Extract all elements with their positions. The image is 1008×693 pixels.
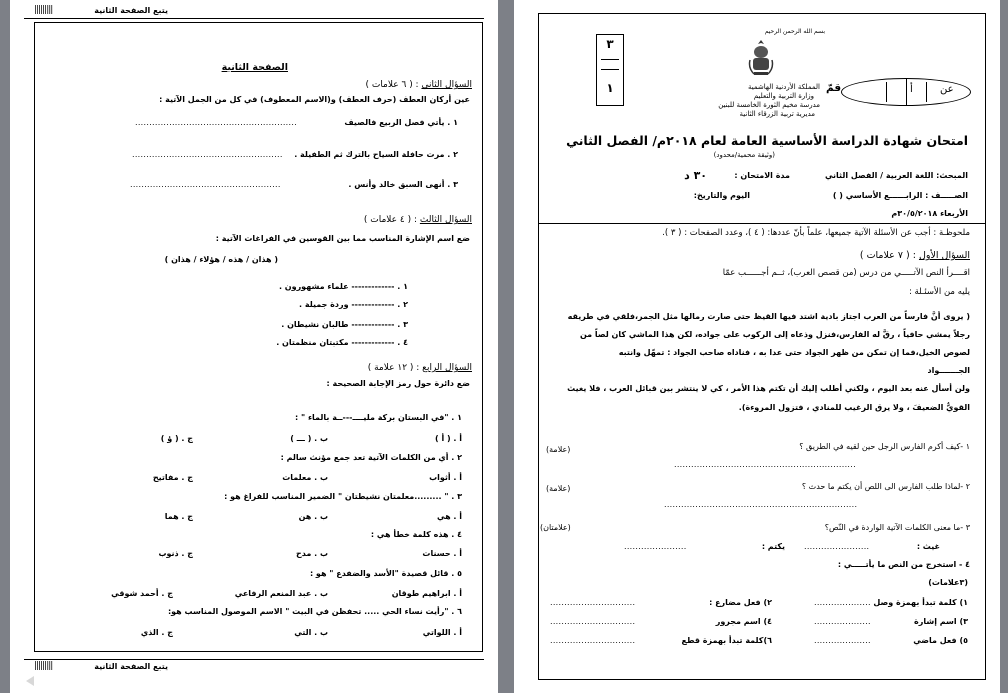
q4-extract-2: ٢) فعل مضارع : <box>709 598 772 607</box>
q4-title: السؤال الرابع : ( ١٢ علامة ) <box>367 363 472 373</box>
footer-continue: يتبع الصفحة الثانية <box>94 662 168 671</box>
q4-extract-2-answer[interactable]: .............................. <box>550 598 636 607</box>
q1-answer-line-2[interactable]: .................................................................... <box>664 500 858 509</box>
left-page-frame <box>34 22 483 652</box>
q1-word-1: غيث : <box>916 542 940 551</box>
q4-item-5-option-a[interactable]: أ . ابراهيم طوقان <box>391 589 462 598</box>
q3-item-3: ٣ . ------------- طالبان نشيطان . <box>281 320 408 329</box>
q3-title: السؤال الثالث : ( ٤ علامات ) <box>363 215 472 225</box>
class-label: الصـــــف : الرابــــــع الأساسي ( ) <box>832 191 968 200</box>
passage-line-3: لصوص الخيل،فما إن تمكن من ظهر الجواد حتى عدا به ، فناداه صاحب الجواد : تمهّل وانتبه <box>618 348 970 357</box>
kingdom-crest-icon <box>748 38 774 78</box>
q4-item-1-question: ١ . "في البستان بركة مليــــ---ــة بالماء " : <box>295 413 462 422</box>
q4-item-4-option-c[interactable]: ج . ذنوب <box>158 549 193 558</box>
note: ملحوظـة : أجب عن الأسئلة الآتية جميعها، علماً بأنّ عددها: ( ٤ )، وعدد الصفحات : ( ٣ ). <box>662 228 970 238</box>
q4-extract-1-answer[interactable]: .................... <box>814 598 871 607</box>
q4-item-6-option-c[interactable]: ج . الذي <box>140 628 173 637</box>
q3-item-4: ٤ . ------------- مكتبتان منظمتان . <box>276 338 408 347</box>
q1-answer-line-1[interactable]: ................................................................ <box>674 460 856 469</box>
date-label: اليوم والتاريخ: <box>693 191 750 200</box>
q4-extract-5: ٥) فعل ماضي <box>913 636 968 645</box>
q2-instruction: عين أركان العطف (حرف العطف) و(الاسم المعطوف) في كل من الجمل الآتية : <box>159 95 470 104</box>
seat-number-oval[interactable] <box>841 78 971 106</box>
q4-item-1-option-a[interactable]: أ . ( أ ) <box>435 434 462 443</box>
seat-right-label: عن <box>940 84 954 95</box>
q1-question-1: ١ -كيف أكرم الفارس الرجل حين لقيه في الطريق ؟ <box>799 442 970 451</box>
q4-item-1-option-b[interactable]: ب . ( ـــ ) <box>290 434 328 443</box>
q4-item-6-option-a[interactable]: أ . اللواتي <box>422 628 462 637</box>
footer-mark: ||||||||| <box>34 661 53 671</box>
q3-item-2: ٢ . ------------- وردة جميلة . <box>299 300 408 309</box>
q2-answer-line-2[interactable]: ..................................................... <box>132 150 283 159</box>
passage-line-5: ولن أسأل عنه بعد اليوم ، ولكني أطلب إليك أن تكتم هذا الأمر ، كي لا ينتشر بين قبائل العرب ، فلا يغيث <box>567 384 970 393</box>
q4-extract-4-answer[interactable]: .............................. <box>550 617 636 626</box>
q2-answer-line-1[interactable]: ......................................................... <box>135 118 298 127</box>
left-page <box>10 0 498 693</box>
q4-extract-5-answer[interactable]: .................... <box>814 636 871 645</box>
passage-line-1: ( يروى أنَّ فارساً من العرب اجتاز بادية اشتد فيها القيظ حتى صارت رمالها مثل الجمر،فلقي في طريقه <box>567 312 970 321</box>
q2-item-3: ٣ . أنهى السبق خالد وأنس . <box>348 180 458 189</box>
q4-item-5-option-c[interactable]: ج . أحمد شوقي <box>111 589 173 598</box>
left-page-title: الصفحة الثانية <box>221 62 288 73</box>
exam-subtitle: (وثيقة محمية/محدود) <box>713 151 775 159</box>
q4-item-4-option-b[interactable]: ب . مدح <box>296 549 328 558</box>
score-box-top: ٣ <box>606 37 614 51</box>
q4-extract-1: ١) كلمة تبدأ بهمزة وصل <box>873 598 968 607</box>
q3-instruction: ضع اسم الإشارة المناسب مما بين القوسين في الفراغات الآتية : <box>215 234 470 243</box>
q3-options: ( هذان / هذه / هؤلاء / هذان ) <box>164 255 278 264</box>
q4-extract-3: ٣) اسم إشارة <box>914 617 968 626</box>
passage-line-4: الجـــــــواد <box>927 366 970 375</box>
score-box <box>596 34 624 106</box>
q4-item-4-question: ٤ . هذه كلمة خطأ هي : <box>370 530 462 539</box>
q1-question-4: ٤ - استخرج من النص ما يأتـــــي : <box>837 560 970 569</box>
q1-question-3-mark: (علامتان) <box>540 523 571 532</box>
passage-line-6: القويُّ الضعيفَ ، ولا يرق الرغيب للمنادي ، فتزول المروءة). <box>738 403 970 412</box>
basmala: بسم الله الرحمن الرحيم <box>764 28 825 35</box>
q3-item-1: ١ . ------------- علماء مشهورون . <box>278 282 408 291</box>
q1-word-2: يكتم : <box>761 542 785 551</box>
duration-label: مدة الامتحان : <box>734 171 790 180</box>
q1-question-1-mark: (علامة) <box>546 445 571 454</box>
q1-question-3: ٣ -ما معنى الكلمات الآتية الواردة في النّص؟ <box>824 523 970 532</box>
q1-word-2-answer[interactable]: ...................... <box>624 542 687 551</box>
q1-intro-1: اقــــرأ النص الآتـــــي من درس (من قصص العرب)، ثــم أجــــــب عمّا <box>722 268 970 278</box>
q4-item-3-option-c[interactable]: ج . هما <box>164 512 193 521</box>
q4-item-5-question: ٥ . قائل قصيدة "الأسد والضفدع " هو : <box>309 569 462 578</box>
right-page <box>514 0 1000 693</box>
subject-label: المبحث: اللغة العربية / الفصل الثاني <box>824 171 968 180</box>
q4-item-4-option-a[interactable]: أ . حسنات <box>422 549 462 558</box>
q4-extract-4: ٤) اسم مجرور <box>715 617 772 626</box>
header-continue: يتبع الصفحة الثانية <box>94 6 168 15</box>
score-box-bottom: ١ <box>606 81 614 95</box>
q4-item-2-option-b[interactable]: ب . معلمات <box>282 473 328 482</box>
q4-item-1-option-c[interactable]: ج . ( ؤ ) <box>160 434 193 443</box>
kingdom-name: المملكة الأردنية الهاشمية <box>747 83 820 91</box>
school-name: مدرسة مخيم الثورة الخامسة للبنين <box>718 101 820 109</box>
seat-label: قمّ <box>826 82 842 94</box>
scroll-left-arrow-icon[interactable] <box>26 676 34 686</box>
q4-item-3-option-a[interactable]: أ . هي <box>437 512 462 521</box>
q4-instruction: ضع دائرة حول رمز الإجابة الصحيحة : <box>326 379 470 388</box>
duration-value: ٣٠ د <box>684 169 707 182</box>
q1-question-2: ٢ -لماذا طلب الفارس الى اللص أن يكتم ما حدث ؟ <box>801 482 970 491</box>
q4-extract-6-answer[interactable]: .............................. <box>550 636 636 645</box>
q4-item-2-option-c[interactable]: ج . مفاتيح <box>152 473 193 482</box>
q4-item-6-option-b[interactable]: ب . التي <box>294 628 328 637</box>
q1-question-2-mark: (علامة) <box>546 484 571 493</box>
q4-item-3-question: ٣ . " .........معلمتان نشيطتان " الضمير المناسب للفراغ هو : <box>224 492 462 501</box>
header-mark: ||||||||| <box>34 5 53 15</box>
q1-title: السؤال الأول : ( ٧ علامات ) <box>859 250 970 261</box>
q4-extract-6: ٦)كلمة تبدأ بهمزة قطع <box>681 636 772 645</box>
q1-word-1-answer[interactable]: ....................... <box>804 542 870 551</box>
q2-item-2: ٢ . مرت حافلة السياح بالترك ثم الطفيلة . <box>294 150 458 159</box>
q2-answer-line-3[interactable]: ..................................................... <box>130 180 281 189</box>
q1-intro-2: يليه من الأسئـلة : <box>908 287 970 297</box>
q4-extract-3-answer[interactable]: .................... <box>814 617 871 626</box>
passage-line-2: رجلاً يمشي حافياً ، رقَّ له الفارس،فنزل وذعاه إلى الركوب على جواده، لكن هذا الماشي كان لصاً من <box>579 330 970 339</box>
q4-item-5-option-b[interactable]: ب . عبد المنعم الرفاعي <box>234 589 328 598</box>
q2-title: السؤال الثاني : ( ٦ علامات ) <box>365 80 472 90</box>
q2-item-1: ١ . يأتي فصل الربيع فالصيف <box>344 118 458 127</box>
exam-title: امتحان شهادة الدراسة الأساسية العامة لعام ٢٠١٨م/ الفصل الثاني <box>566 133 968 148</box>
seat-mid-mark: أ <box>910 84 913 95</box>
q4-item-2-option-a[interactable]: أ . أثواب <box>429 473 462 482</box>
date-value: الأربعاء ٣٠/٥/٢٠١٨م <box>891 209 968 218</box>
q4-item-6-question: ٦ . "رأيت نساء الحي ..... تحفظن في البيت " الاسم الموصول المناسب هو: <box>167 607 462 616</box>
q4-item-3-option-b[interactable]: ب . هن <box>298 512 328 521</box>
ministry-name: وزارة التربية والتعليم <box>753 92 814 100</box>
q4-item-2-question: ٢ . أي من الكلمات الآتية تعد جمع مؤنث سالم : <box>280 453 462 462</box>
q1-question-4-marks: (٣علامات) <box>928 578 968 587</box>
directorate-name: مديرية تربية الزرقاء الثانية <box>739 110 815 118</box>
